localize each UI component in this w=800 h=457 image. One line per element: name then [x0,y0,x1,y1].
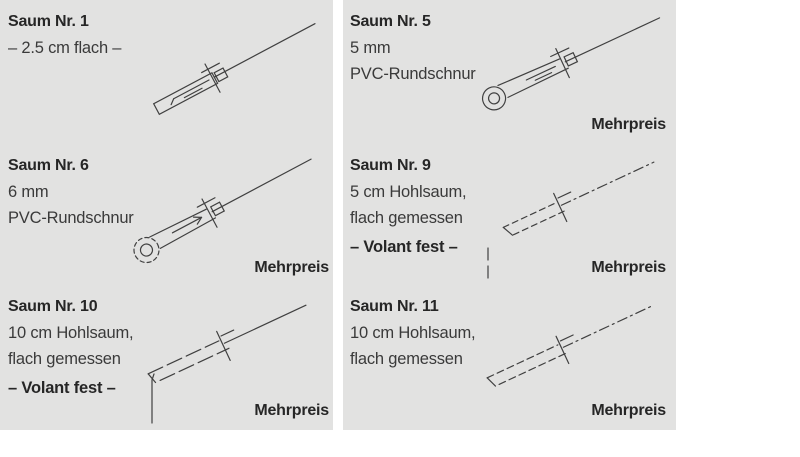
seam-option-saum-6 [0,145,333,290]
seam-description-line: – 2.5 cm flach – [8,39,122,57]
seam-option-saum-9 [343,145,676,290]
seam-title: Saum Nr. 11 [350,298,439,315]
seam-description-line: 6 mm [8,183,49,201]
seam-option-saum-1 [0,0,333,145]
pvc-cord-5mm-drawing [480,10,670,125]
seam-option-saum-10 [0,290,333,430]
inner-fabric-arrow [172,218,200,233]
hohlsaum-10cm-drawing [475,303,670,408]
flat-hem-drawing [140,15,320,120]
valance-drop-line [152,374,154,423]
cord-inner-circle [138,242,154,258]
surcharge-label: Mehrpreis [591,116,666,133]
surcharge-label: Mehrpreis [254,259,329,276]
surcharge-label: Mehrpreis [591,259,666,276]
volant-note: – Volant fest – [8,379,116,397]
seam-option-saum-11 [343,290,676,430]
seam-description-line: flach gemessen [350,208,463,227]
fabric-line [212,159,311,212]
seam-description-line: 5 mm [350,39,391,57]
fabric-line [561,162,653,205]
fabric-line [565,18,659,62]
fabric-line [563,306,652,347]
hem-tube-top [503,203,556,228]
seam-title: Saum Nr. 5 [350,13,431,30]
seam-description-line: 5 cm Hohlsaum, [350,183,467,201]
seam-title: Saum Nr. 9 [350,157,431,174]
seam-options-panel-right [343,0,676,430]
seam-description-line: flach gemessen [350,349,463,368]
cord-inner-circle [487,91,502,106]
seam-title: Saum Nr. 10 [8,298,98,315]
hem-tube-bottom [160,348,229,380]
fabric-line [214,24,315,78]
inner-fabric-line [174,80,209,99]
seam-description-line: PVC-Rundschnur [350,64,476,83]
seam-title: Saum Nr. 1 [8,13,89,30]
cord-outer-circle [130,233,164,267]
stitch-mark-icon [217,325,245,361]
seam-options-panel-left [0,0,333,430]
volant-note: – Volant fest – [350,238,458,256]
cord-outer-circle [479,83,510,114]
seam-description-line: flach gemessen [8,349,121,368]
fabric-line [224,305,306,343]
seam-option-saum-5 [343,0,676,145]
flat-hem-tube [154,73,218,115]
seam-title: Saum Nr. 6 [8,157,89,174]
seam-description-line: 10 cm Hohlsaum, [8,324,134,342]
seam-description-line: PVC-Rundschnur [8,208,134,227]
hem-tube-bottom [513,210,566,235]
hem-arm-bottom [160,218,216,248]
surcharge-label: Mehrpreis [254,402,329,419]
hem-arm-bottom [508,68,569,97]
surcharge-label: Mehrpreis [591,402,666,419]
hem-tube-bottom [499,352,568,384]
hem-arm-top [498,57,560,87]
seam-description-line: 10 cm Hohlsaum, [350,324,476,342]
stitch-mark-icon [554,187,582,222]
stitch-mark-icon [556,330,583,364]
